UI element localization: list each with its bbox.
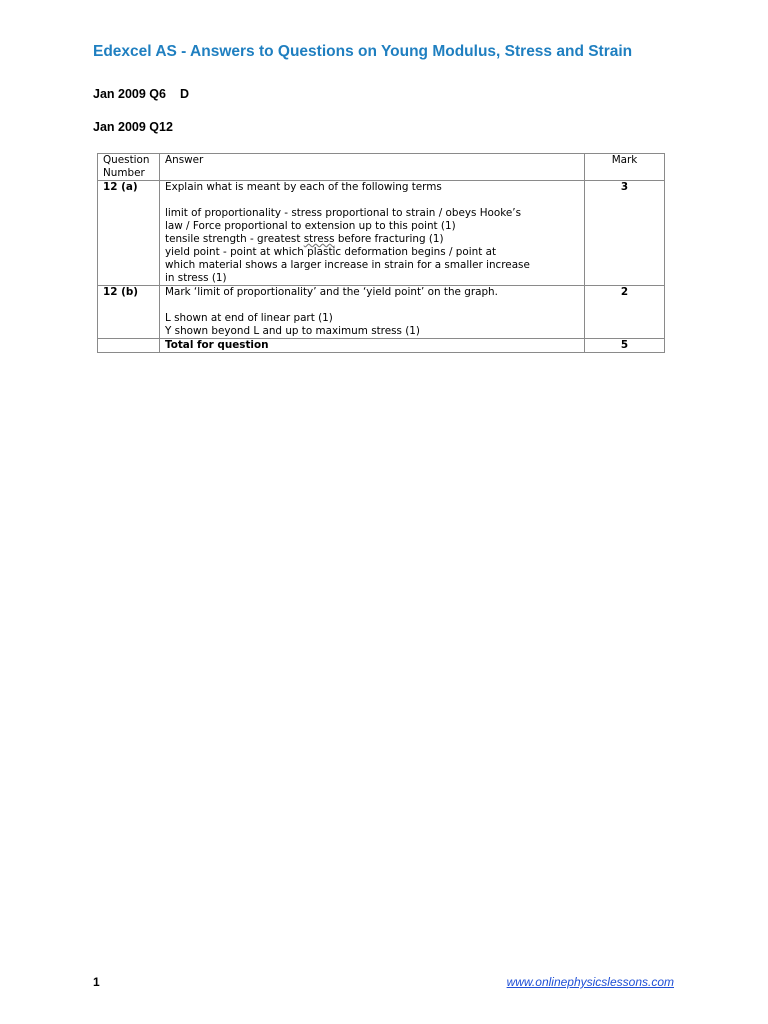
row-a-answer <box>160 181 585 286</box>
total-mark: 5 <box>585 339 665 353</box>
website-link[interactable]: www.onlinephysicslessons.com <box>506 975 674 989</box>
row-a-text: before fracturing (1) <box>337 233 444 245</box>
row-a-mark: 3 <box>585 181 665 286</box>
row-b-number: 12 (b) <box>98 286 160 339</box>
row-a-line <box>165 233 579 246</box>
table-header-row <box>98 154 665 181</box>
page-number: 1 <box>93 975 100 989</box>
row-a-text: tensile strength - greatest <box>165 233 301 245</box>
table-row <box>98 286 665 339</box>
header-question-number <box>98 154 160 181</box>
row-b-line: Y shown beyond L and up to maximum stress (1) <box>165 325 420 337</box>
question-q6 <box>93 87 189 101</box>
row-a-line: yield point - point at which plastic deformation begins / point at <box>165 246 497 258</box>
row-a-line: Explain what is meant by each of the following terms <box>165 181 442 193</box>
q6-label: Jan 2009 Q6 <box>93 87 166 101</box>
total-label: Total for question <box>160 339 585 353</box>
row-a-line: which material shows a larger increase in strain for a smaller increase <box>165 259 530 271</box>
row-a-line: limit of proportionality - stress proportional to strain / obeys Hooke’s <box>165 207 521 219</box>
total-empty-cell <box>98 339 160 353</box>
question-q12 <box>93 120 173 134</box>
mark-scheme-table <box>97 153 665 353</box>
header-question-line1: Question <box>103 154 150 166</box>
header-mark: Mark <box>585 154 665 181</box>
table-row <box>98 181 665 286</box>
row-b-line: L shown at end of linear part (1) <box>165 312 333 324</box>
header-answer: Answer <box>160 154 585 181</box>
q6-answer: D <box>179 87 189 101</box>
table-total-row <box>98 339 665 353</box>
q12-label: Jan 2009 Q12 <box>93 120 173 134</box>
row-b-answer <box>160 286 585 339</box>
row-b-line: Mark ‘limit of proportionality’ and the ‘yield point’ on the graph. <box>165 286 498 298</box>
header-question-line2: Number <box>103 167 145 179</box>
row-a-text-underlined: stress <box>303 233 335 245</box>
page-title: Edexcel AS - Answers to Questions on Young Modulus, Stress and Strain <box>93 43 633 60</box>
row-a-line: in stress (1) <box>165 272 227 284</box>
row-a-number: 12 (a) <box>98 181 160 286</box>
row-a-line: law / Force proportional to extension up to this point (1) <box>165 220 456 232</box>
row-b-mark: 2 <box>585 286 665 339</box>
